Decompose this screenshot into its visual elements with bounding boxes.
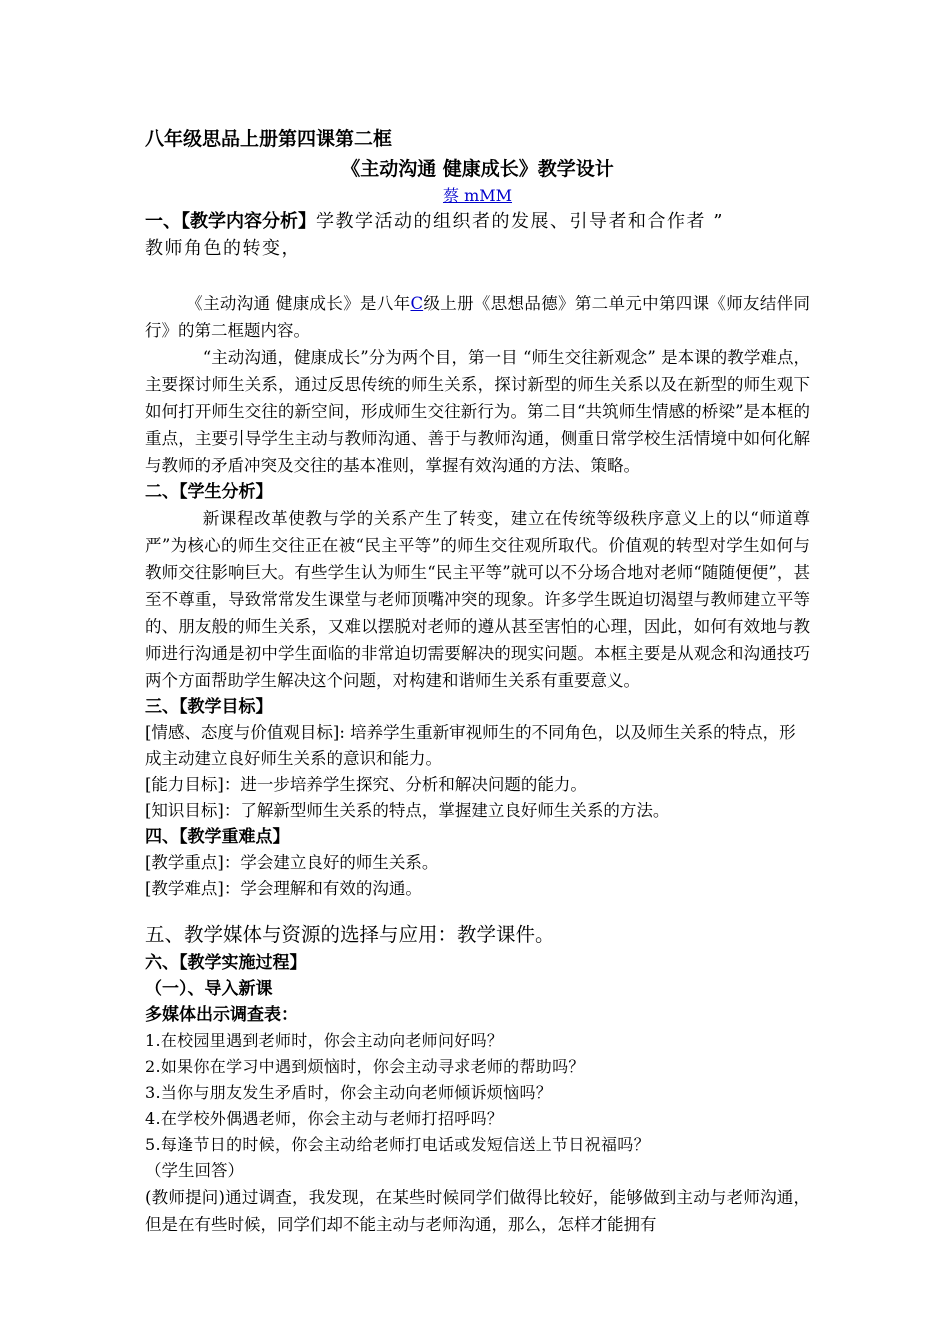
survey-question: 1.在校园里遇到老师时，你会主动向老师问好吗？ [145, 1031, 504, 1050]
teacher-question: (教师提问)通过调查，我发现，在某些时候同学们做得比较好，能够做到主动与老师沟通，但是在有些时候，同学们却不能主动与老师沟通，那么，怎样才能拥有 [145, 1188, 810, 1234]
survey-question: 2.如果你在学习中遇到烦恼时，你会主动寻求老师的帮助吗？ [145, 1057, 585, 1076]
section1-paragraph1 [145, 290, 810, 344]
section5-media: 五、教学媒体与资源的选择与应用：教学课件。 [145, 923, 555, 946]
survey-question: 5.每逢节日的时候，你会主动给老师打电话或发短信送上节日祝福吗？ [145, 1135, 650, 1154]
goal-knowledge: [知识目标]：了解新型师生关系的特点，掌握建立良好师生关系的方法。 [145, 801, 670, 820]
survey-question: 4.在学校外偶遇老师，你会主动与老师打招呼吗？ [145, 1109, 504, 1128]
section1-paragraph1-a: 《主动沟通 健康成长》是八年 [186, 294, 411, 313]
section6-sub-intro: （一）、导入新课 [145, 979, 273, 999]
spacer [145, 262, 810, 290]
section1-paragraph1-b: 级上册《思想品德》第二单元中第四课《师友结伴同行》的第二框题内容。 [145, 294, 811, 340]
section1-heading-rest: 学教学活动的组织者的发展、引导者和合作者 ” [316, 211, 724, 232]
grade-link[interactable]: C [410, 294, 424, 313]
author-line [145, 184, 810, 208]
goal-ability: [能力目标]：进一步培养学生探究、分析和解决问题的能力。 [145, 775, 587, 794]
author-link[interactable]: 蔡 mMM [442, 186, 513, 205]
section4-heading: 四、【教学重难点】 [145, 827, 290, 847]
goal-emotion: [情感、态度与价值观目标]: 培养学生重新审视师生的不同角色，以及师生关系的特点，形成主动建立良好师生关系的意识和能力。 [145, 723, 796, 768]
document-title-line1: 八年级思品上册第四课第二框 [145, 128, 393, 150]
section1-paragraph2: “主动沟通，健康成长”分为两个目，第一目 “师生交往新观念” 是本课的教学难点，主要探讨师生关系，通过反思传统的师生关系，探讨新型的师生关系以及在新型的师生观下如何打开师生交往的新空间，形成师生交往新行为。第二目“共筑师生情感的桥梁”是本框的重点，主要引导学生主动与教师沟通、善于与教师沟通，侧重日常学校生活情境中如何化解与教师的矛盾冲突及交往的基本准则，掌握有效沟通的方法、策略。 [145, 348, 810, 475]
teaching-difficulty: [教学难点]：学会理解和有效的沟通。 [145, 879, 422, 898]
section1-heading-line2-text: 教师角色的转变， [145, 238, 301, 259]
section6-survey-title: 多媒体出示调查表： [145, 1005, 298, 1025]
section2-paragraph: 新课程改革使教与学的关系产生了转变，建立在传统等级秩序意义上的以“师道尊严”为核心的师生交往正在被“民主平等”的师生交往观所取代。价值观的转型对学生如何与教师交往影响巨大。有些学生认为师生“民主平等”就可以不分场合地对老师“随随便便”，甚至不尊重，导致常常发生课堂与老师顶嘴冲突的现象。许多学生既迫切渴望与教师建立平等的、朋友般的师生关系，又难以摆脱对老师的遵从甚至害怕的心理，因此，如何有效地与教师进行沟通是初中学生面临的非常迫切需要解决的现实问题。本框主要是从观念和沟通技巧两个方面帮助学生解决这个问题，对构建和谐师生关系有重要意义。 [145, 509, 810, 690]
section1-heading-line2 [145, 235, 810, 262]
student-answer: （学生回答） [145, 1161, 244, 1180]
survey-question: 3.当你与朋友发生矛盾时，你会主动向老师倾诉烦恼吗？ [145, 1083, 553, 1102]
teaching-key-point: [教学重点]：学会建立良好的师生关系。 [145, 853, 439, 872]
section1-heading-label: 一、【教学内容分析】 [145, 211, 316, 232]
section3-heading: 三、【教学目标】 [145, 697, 273, 717]
section6-heading: 六、【教学实施过程】 [145, 953, 307, 973]
section1-heading [145, 208, 810, 235]
document-page [145, 120, 810, 1238]
document-title-line2: 《主动沟通 健康成长》教学设计 [341, 158, 614, 180]
section2-heading: 二、【学生分析】 [145, 482, 273, 502]
